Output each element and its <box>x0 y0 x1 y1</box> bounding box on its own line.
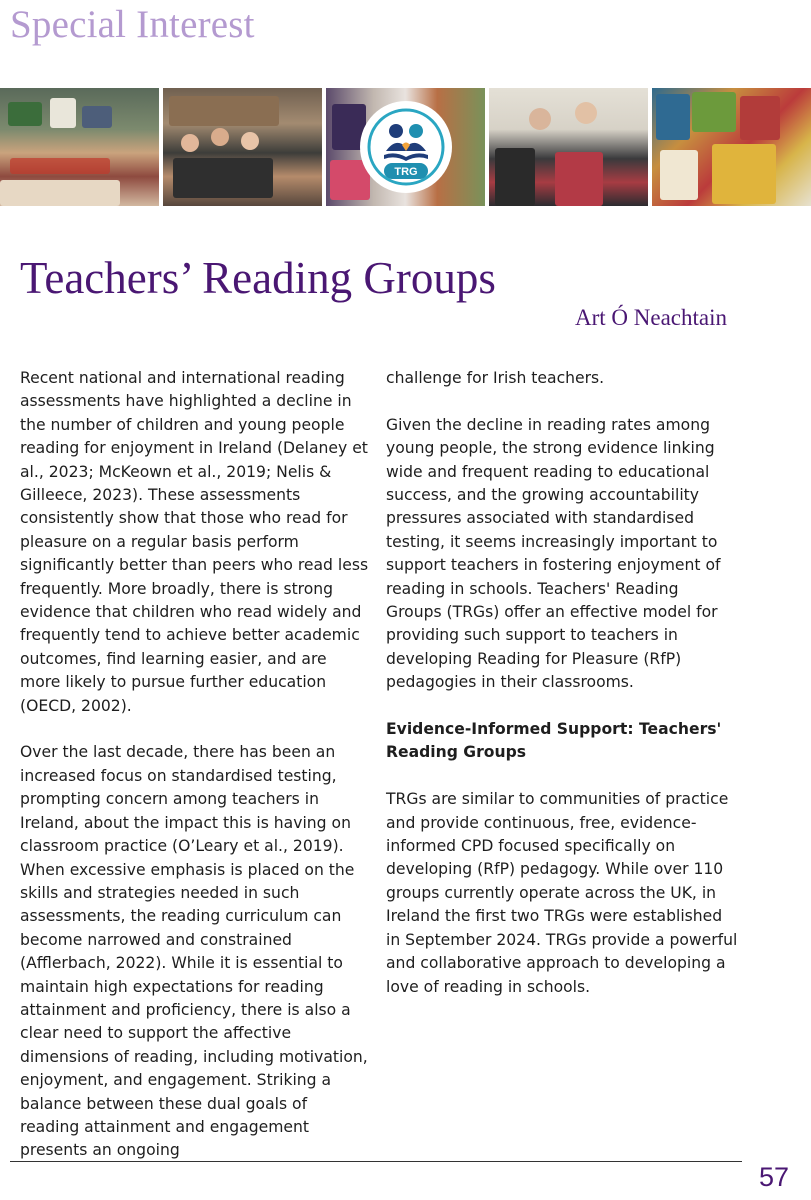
books-photo <box>652 88 811 206</box>
trg-logo-photo <box>326 88 485 206</box>
left-column <box>20 367 370 1186</box>
trg-badge-text: TRG <box>393 166 418 178</box>
body-paragraph: Recent national and international reading assessments have highlighted a decline in the number of children and young people reading for enjoyment in Ireland (Delaney et al., 2023; McKeown et al., 2019; Nelis & Gilleece, 2023). These assessments consistently show that those who read for pleasure on a regular basis perform significantly better than peers who read less frequently. More broadly, there is strong evidence that children who read widely and frequently tend to achieve better academic outcomes, find learning easier, and are more likely to pursue further education (OECD, 2002). <box>20 369 369 715</box>
trg-logo <box>360 101 452 193</box>
photo-strip <box>0 88 811 206</box>
body-paragraph: challenge for Irish teachers. <box>386 369 605 387</box>
body-paragraph: TRGs are similar to communities of practice and provide continuous, free, evidence-informed CPD focused specifically on developing (RfP) pedagogy. While over 110 groups currently operate across the UK, in Ireland the first two TRGs were established in September 2024. TRGs provide a powerful and collaborative approach to developing a love of reading in schools. <box>386 790 738 996</box>
footer-divider <box>10 1161 742 1162</box>
discussion-photo <box>489 88 648 206</box>
article-author: Art Ó Neachtain <box>575 305 727 330</box>
article-title: Teachers’ Reading Groups <box>20 253 496 303</box>
section-label: Special Interest <box>10 3 255 46</box>
body-paragraph: Given the decline in reading rates among young people, the strong evidence linking wide and frequent reading to educational success, and the growing accountability pressures associated with standardised testing, it seems increasingly important to support teachers in fostering enjoyment of reading in schools. Teachers' Reading Groups (TRGs) offer an effective model for providing such support to teachers in developing Reading for Pleasure (RfP) pedagogies in their classrooms. <box>386 415 721 692</box>
group-photo <box>163 88 322 206</box>
page-number: 57 <box>758 1162 789 1192</box>
reading-group-icon <box>366 107 446 187</box>
section-subheading: Evidence-Informed Support: Teachers' Reading Groups <box>386 720 722 762</box>
classroom-photo <box>0 88 159 206</box>
right-column <box>386 367 738 1022</box>
body-paragraph: Over the last decade, there has been an increased focus on standardised testing, prompting concern among teachers in Ireland, about the impact this is having on classroom practice (O’Leary et al., 2019). When excessive emphasis is placed on the skills and strategies needed in such assessments, the reading curriculum can become narrowed and constrained (Afflerbach, 2022). While it is essential to maintain high expectations for reading attainment and proficiency, there is also a clear need to support the affective dimensions of reading, including motivation, enjoyment, and engagement. Striking a balance between these dual goals of reading attainment and engagement presents an ongoing <box>20 743 368 1160</box>
